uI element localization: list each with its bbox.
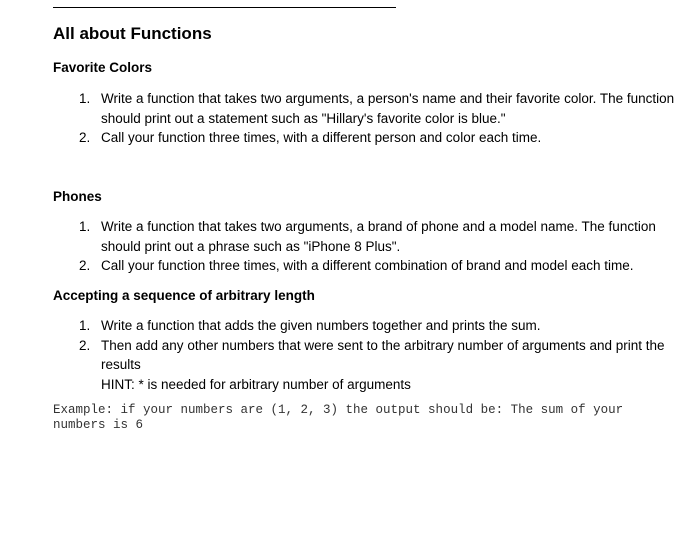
phones-list [53,217,683,276]
list-item-number: 2. [79,130,91,145]
section-heading-arbitrary-length: Accepting a sequence of arbitrary length [53,288,315,303]
list-item [53,256,683,276]
list-item-text: Write a function that takes two arguments, a person's name and their favorite color. The function should print out a statement such as "Hillary's favorite color is blue." [101,91,675,126]
top-divider [53,7,396,8]
section-heading-favorite-colors: Favorite Colors [53,60,153,75]
section-heading-phones: Phones [53,189,102,204]
favorite-colors-list [53,89,683,148]
hint-text: HINT: * is needed for arbitrary number of arguments [101,376,411,392]
list-item [53,336,683,395]
list-item-text: Call your function three times, with a different person and color each time. [101,130,542,145]
list-item [53,89,683,128]
list-item-number: 1. [79,219,91,234]
list-item-number: 1. [79,318,91,333]
list-item [53,217,683,256]
document-title: All about Functions [53,24,212,43]
list-item-text: Write a function that adds the given numbers together and prints the sum. [101,318,541,333]
list-item-number: 1. [79,91,91,106]
arbitrary-length-list [53,316,683,394]
list-item-text: Then add any other numbers that were sent to the arbitrary number of arguments and print the results [101,337,665,372]
list-item-text: Write a function that takes two arguments, a brand of phone and a model name. The function should print out a phrase such as "iPhone 8 Plus". [101,219,656,254]
list-item [53,316,683,336]
list-item-number: 2. [79,258,91,273]
list-item-number: 2. [79,337,91,353]
list-item [53,128,683,148]
example-output-text: Example: if your numbers are (1, 2, 3) the output should be: The sum of your numbers is 6 [53,403,624,432]
list-item-text: Call your function three times, with a different combination of brand and model each time. [101,258,634,273]
